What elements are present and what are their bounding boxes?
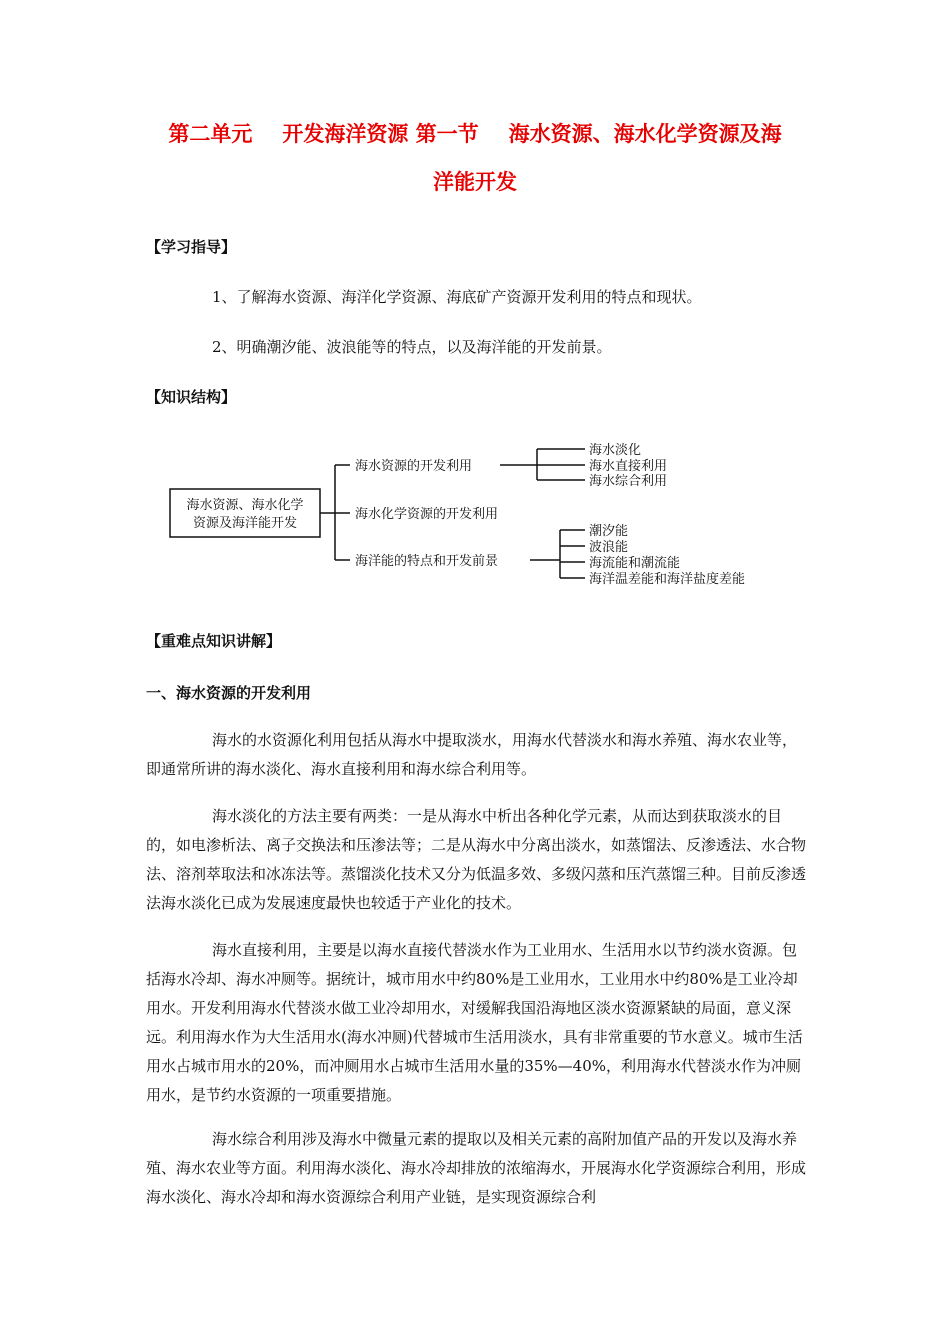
paragraph-3: [146, 936, 806, 1110]
title-section: 第一节: [415, 122, 479, 146]
knowledge-structure-heading: 【知识结构】: [146, 388, 237, 406]
key-points-heading: 【重难点知识讲解】: [146, 632, 282, 650]
leaf-desalination: 海水淡化: [589, 443, 642, 458]
title-name-line-1: 海水资源、海水化学资源及海: [508, 122, 782, 146]
branch-label-chemical-resources: 海水化学资源的开发利用: [355, 507, 499, 522]
leaf-direct-use: 海水直接利用: [589, 459, 668, 474]
branch-label-ocean-energy: 海洋能的特点和开发前景: [355, 554, 499, 569]
paragraph-3-text: 海水直接利用，主要是以海水直接代替淡水作为工业用水、生活用水以节约淡水资源。包括海水冷却、海水冲厕等。据统计，城市用水中约80%是工业用水，工业用水中约80%是工业冷却用水。开发利用海水代替淡水做工业冷却用水，对缓解我国沿海地区淡水资源紧缺的局面，意义深远。利用海水作为大生活用水(海水冲厕)代替城市生活用淡水，具有非常重要的节水意义。城市生活用水占城市用水的20%，而冲厕用水占城市生活用水量的35%—40%，利用海水代替淡水作为冲厕用水，是节约水资源的一项重要措施。: [146, 941, 803, 1104]
leaf-thermal-salinity-energy: 海洋温差能和海洋盐度差能: [589, 572, 746, 587]
page-title-line-2: [120, 161, 830, 203]
section-1-title: 一、海水资源的开发利用: [146, 684, 312, 702]
paragraph-4-text: 海水综合利用涉及海水中微量元素的提取以及相关元素的高附加值产品的开发以及海水养殖、海水农业等方面。利用海水淡化、海水冷却排放的浓缩海水，开展海水化学资源综合利用，形成海水淡化、海水冷却和海水资源综合利用产业链，是实现资源综合利: [146, 1130, 807, 1206]
paragraph-2: [146, 802, 806, 918]
paragraph-2-text: 海水淡化的方法主要有两类：一是从海水中析出各种化学元素，从而达到获取淡水的目的，如电渗析法、离子交换法和压渗法等；二是从海水中分离出淡水，如蒸馏法、反渗透法、水合物法、溶剂萃取法和冰冻法等。蒸馏淡化技术又分为低温多效、多级闪蒸和压汽蒸馏三种。目前反渗透法海水淡化已成为发展速度最快也较适于产业化的技术。: [146, 807, 807, 912]
paragraph-1-text: 海水的水资源化利用包括从海水中提取淡水，用海水代替淡水和海水养殖、海水农业等，即通常所讲的海水淡化、海水直接利用和海水综合利用等。: [146, 731, 798, 778]
leaf-tidal-energy: 潮汐能: [589, 524, 629, 539]
study-guide-item-2: 2、明确潮汐能、波浪能等的特点，以及海洋能的开发前景。: [212, 338, 612, 356]
knowledge-structure-diagram: [0, 432, 950, 592]
title-name-line-2: 洋能开发: [433, 170, 517, 194]
title-topic: 开发海洋资源: [282, 122, 409, 146]
study-guide-heading: 【学习指导】: [146, 238, 237, 256]
title-unit: 第二单元: [168, 122, 253, 146]
leaf-current-energy: 海流能和潮流能: [589, 556, 681, 571]
leaf-comprehensive-use: 海水综合利用: [589, 474, 668, 489]
page-title-line-1: [120, 113, 830, 155]
leaf-wave-energy: 波浪能: [589, 540, 629, 555]
root-label-line-1: 海水资源、海水化学: [186, 498, 304, 513]
study-guide-item-1: 1、了解海水资源、海洋化学资源、海底矿产资源开发利用的特点和现状。: [212, 288, 702, 306]
paragraph-1: [146, 726, 806, 784]
root-label-line-2: 资源及海洋能开发: [192, 516, 298, 531]
paragraph-4: [146, 1125, 806, 1212]
branch-label-water-resources: 海水资源的开发利用: [355, 459, 473, 474]
